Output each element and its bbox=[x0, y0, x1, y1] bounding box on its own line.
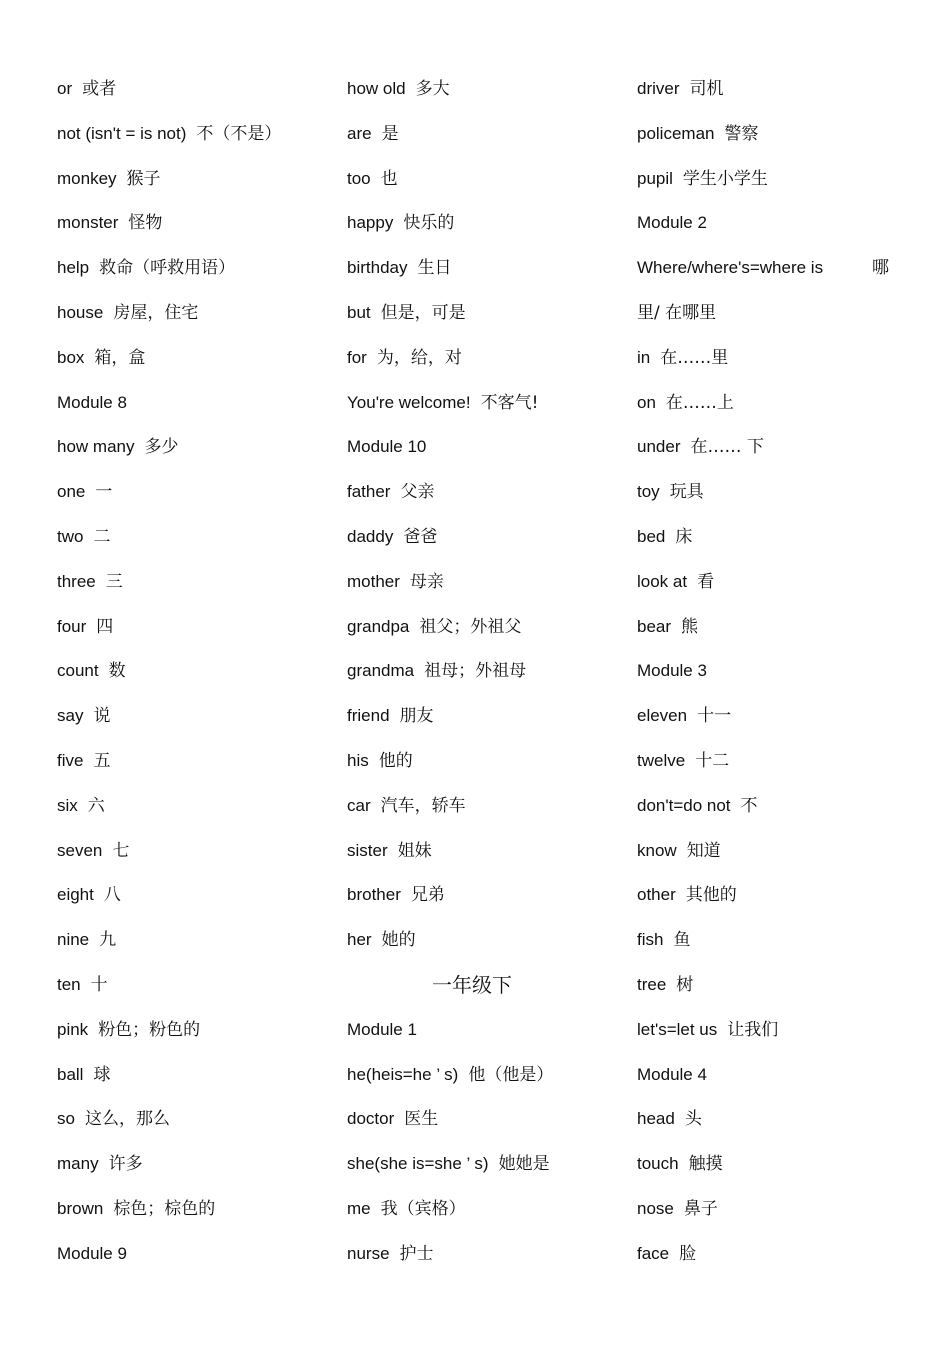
chinese-meaning: 母亲 bbox=[409, 571, 444, 592]
vocab-entry bbox=[57, 291, 347, 336]
vocab-entry bbox=[347, 291, 637, 336]
chinese-meaning: 爸爸 bbox=[403, 526, 438, 547]
english-word: help bbox=[57, 258, 90, 278]
vocab-entry bbox=[57, 201, 347, 246]
english-word: You're welcome! bbox=[347, 392, 471, 412]
vocab-entry bbox=[637, 381, 907, 426]
vocab-entry bbox=[637, 1053, 907, 1098]
english-word: say bbox=[57, 706, 84, 726]
vocab-entry bbox=[347, 1053, 637, 1098]
vocab-entry bbox=[57, 1097, 347, 1142]
chinese-meaning: 房屋，住宅 bbox=[113, 302, 199, 323]
english-word: three bbox=[57, 571, 96, 591]
english-word: nose bbox=[637, 1198, 674, 1218]
english-word: Module 8 bbox=[57, 392, 127, 412]
chinese-meaning: 姐妹 bbox=[397, 840, 432, 861]
chinese-meaning: 触摸 bbox=[688, 1154, 723, 1175]
english-word: look at bbox=[637, 571, 688, 591]
chinese-meaning: 二 bbox=[93, 526, 111, 547]
chinese-meaning: 十二 bbox=[695, 750, 730, 771]
chinese-meaning: 为，给，对 bbox=[376, 347, 462, 368]
english-word: house bbox=[57, 302, 104, 322]
chinese-meaning: 这么，那么 bbox=[84, 1109, 170, 1130]
chinese-meaning: 祖母；外祖母 bbox=[424, 661, 527, 682]
vocab-entry bbox=[347, 1232, 637, 1277]
chinese-meaning: 父亲 bbox=[400, 482, 435, 503]
english-word: too bbox=[347, 168, 371, 188]
vocab-entry bbox=[347, 336, 637, 381]
vocab-entry bbox=[637, 963, 907, 1008]
chinese-meaning: 六 bbox=[87, 795, 105, 816]
vocab-entry bbox=[637, 784, 907, 829]
english-word: me bbox=[347, 1198, 371, 1218]
vocab-entry bbox=[347, 246, 637, 291]
vocab-entry bbox=[347, 605, 637, 650]
chinese-meaning: 鱼 bbox=[673, 930, 691, 951]
vocab-entry bbox=[637, 873, 907, 918]
english-word: two bbox=[57, 526, 84, 546]
english-word: brother bbox=[347, 885, 401, 905]
chinese-meaning: 数 bbox=[108, 661, 126, 682]
vocab-entry bbox=[637, 560, 907, 605]
english-word: so bbox=[57, 1109, 75, 1129]
vocab-entry bbox=[637, 246, 907, 291]
chinese-meaning: 脸 bbox=[679, 1243, 697, 1264]
chinese-meaning: 学生小学生 bbox=[682, 168, 768, 189]
chinese-meaning: 不（不是） bbox=[196, 123, 282, 144]
vocab-entry bbox=[57, 336, 347, 381]
vocab-entry bbox=[637, 605, 907, 650]
chinese-meaning: 她她是 bbox=[498, 1154, 550, 1175]
english-word: eight bbox=[57, 885, 94, 905]
vocab-entry bbox=[637, 1187, 907, 1232]
heading-text: 一年级下 bbox=[432, 972, 512, 997]
english-word: friend bbox=[347, 706, 390, 726]
english-word: pink bbox=[57, 1019, 89, 1039]
chinese-meaning: 粉色；粉色的 bbox=[98, 1019, 201, 1040]
english-word: touch bbox=[637, 1154, 679, 1174]
english-word: five bbox=[57, 750, 84, 770]
chinese-meaning: 但是，可是 bbox=[380, 302, 466, 323]
vocab-entry bbox=[637, 694, 907, 739]
chinese-meaning: 八 bbox=[103, 885, 121, 906]
chinese-meaning: 护士 bbox=[399, 1243, 434, 1264]
english-word: one bbox=[57, 482, 86, 502]
vocab-entry bbox=[637, 201, 907, 246]
vocab-entry bbox=[57, 560, 347, 605]
chinese-meaning: 球 bbox=[93, 1064, 111, 1085]
vocab-entry bbox=[347, 201, 637, 246]
chinese-meaning: 不客气! bbox=[480, 392, 539, 413]
chinese-meaning: 在……上 bbox=[665, 392, 734, 413]
vocab-entry bbox=[57, 425, 347, 470]
vocab-entry bbox=[347, 1008, 637, 1053]
english-word: mother bbox=[347, 571, 400, 591]
vocab-entry bbox=[637, 336, 907, 381]
chinese-meaning: 他的 bbox=[378, 750, 413, 771]
chinese-meaning: 树 bbox=[676, 974, 694, 995]
chinese-meaning: 熊 bbox=[681, 616, 699, 637]
vocab-entry bbox=[637, 67, 907, 112]
english-word: in bbox=[637, 347, 651, 367]
english-word: bed bbox=[637, 526, 666, 546]
vocab-entry bbox=[57, 157, 347, 202]
english-word: Where/where's=where is bbox=[637, 258, 824, 278]
vocab-entry bbox=[57, 739, 347, 784]
chinese-meaning: 让我们 bbox=[727, 1019, 779, 1040]
english-word: eleven bbox=[637, 706, 688, 726]
vocab-entry bbox=[347, 739, 637, 784]
chinese-meaning: 在…… 下 bbox=[690, 437, 764, 458]
chinese-meaning: 多大 bbox=[415, 79, 450, 99]
chinese-meaning: 她的 bbox=[381, 930, 416, 951]
section-heading bbox=[347, 963, 597, 1008]
chinese-meaning: 我（宾格） bbox=[380, 1198, 466, 1219]
chinese-meaning: 医生 bbox=[404, 1109, 439, 1130]
english-word: or bbox=[57, 79, 73, 98]
chinese-meaning: 十 bbox=[90, 974, 108, 995]
chinese-meaning: 或者 bbox=[82, 79, 117, 99]
english-word: four bbox=[57, 616, 87, 636]
vocab-entry bbox=[637, 515, 907, 560]
chinese-meaning: 床 bbox=[675, 526, 693, 547]
english-word: his bbox=[347, 750, 369, 770]
vocab-entry bbox=[57, 1232, 347, 1277]
english-word: ball bbox=[57, 1064, 84, 1084]
chinese-meaning: 警察 bbox=[724, 123, 759, 144]
chinese-meaning: 是 bbox=[381, 123, 399, 144]
vocab-entry bbox=[57, 1142, 347, 1187]
vocab-entry bbox=[637, 1008, 907, 1053]
english-word: her bbox=[347, 930, 372, 950]
english-word: brown bbox=[57, 1198, 104, 1218]
english-word: nine bbox=[57, 930, 90, 950]
english-word: doctor bbox=[347, 1109, 395, 1129]
english-word: Module 3 bbox=[637, 661, 707, 681]
chinese-meaning: 在……里 bbox=[660, 347, 729, 368]
english-word: many bbox=[57, 1154, 99, 1174]
chinese-meaning: 里/ 在哪里 bbox=[637, 302, 717, 323]
english-word: other bbox=[637, 885, 676, 905]
vocab-entry bbox=[347, 694, 637, 739]
chinese-meaning: 十一 bbox=[697, 706, 732, 727]
vocab-entry bbox=[57, 918, 347, 963]
english-word: but bbox=[347, 302, 371, 322]
english-word: for bbox=[347, 347, 367, 367]
vocab-entry bbox=[637, 470, 907, 515]
english-word: not (isn't = is not) bbox=[57, 123, 187, 143]
chinese-meaning: 多少 bbox=[144, 437, 179, 458]
chinese-meaning: 七 bbox=[112, 840, 130, 861]
vocab-entry bbox=[347, 649, 637, 694]
english-word: how many bbox=[57, 437, 135, 457]
chinese-meaning: 汽车，轿车 bbox=[380, 795, 466, 816]
vocab-entry bbox=[347, 157, 637, 202]
chinese-meaning: 九 bbox=[99, 930, 117, 951]
english-word: face bbox=[637, 1243, 670, 1263]
vocab-entry bbox=[347, 425, 637, 470]
vocab-entry bbox=[347, 112, 637, 157]
vocab-entry bbox=[637, 1097, 907, 1142]
chinese-meaning: 他（他是） bbox=[468, 1064, 554, 1085]
english-word: grandpa bbox=[347, 616, 410, 636]
vocab-entry bbox=[57, 381, 347, 426]
vocab-entry bbox=[347, 873, 637, 918]
english-word: sister bbox=[347, 840, 388, 860]
chinese-meaning: 五 bbox=[93, 750, 111, 771]
chinese-meaning: 朋友 bbox=[399, 706, 434, 727]
chinese-meaning: 看 bbox=[697, 571, 715, 592]
vocab-entry bbox=[637, 157, 907, 202]
vocab-entry bbox=[347, 1187, 637, 1232]
vocab-entry bbox=[637, 112, 907, 157]
english-word: don't=do not bbox=[637, 795, 731, 815]
english-word: monkey bbox=[57, 168, 117, 188]
english-word: are bbox=[347, 123, 372, 143]
chinese-meaning: 救命（呼救用语） bbox=[99, 258, 236, 279]
vocab-entry bbox=[637, 649, 907, 694]
english-word: birthday bbox=[347, 258, 408, 278]
english-word: fish bbox=[637, 930, 664, 950]
vocab-entry bbox=[57, 1008, 347, 1053]
english-word: car bbox=[347, 795, 371, 815]
english-word: let's=let us bbox=[637, 1019, 718, 1039]
vocab-entry bbox=[57, 515, 347, 560]
english-word: Module 2 bbox=[637, 213, 707, 233]
vocab-entry bbox=[637, 291, 907, 336]
chinese-meaning: 也 bbox=[380, 168, 398, 189]
chinese-meaning: 说 bbox=[93, 706, 111, 727]
english-word: nurse bbox=[347, 1243, 390, 1263]
english-word: Module 4 bbox=[637, 1064, 707, 1084]
vocab-entry bbox=[347, 381, 637, 426]
vocab-entry bbox=[57, 112, 347, 157]
chinese-meaning: 怪物 bbox=[128, 213, 163, 234]
vocab-entry bbox=[57, 67, 347, 112]
english-word: driver bbox=[637, 79, 680, 98]
chinese-meaning: 祖父；外祖父 bbox=[419, 616, 522, 637]
vocab-entry bbox=[57, 470, 347, 515]
vocab-entry bbox=[347, 784, 637, 829]
english-word: Module 9 bbox=[57, 1243, 127, 1263]
vocab-entry bbox=[57, 246, 347, 291]
english-word: count bbox=[57, 661, 99, 681]
vocab-entry bbox=[57, 1187, 347, 1232]
english-word: she(she is=she ’ s) bbox=[347, 1154, 489, 1174]
english-word: head bbox=[637, 1109, 675, 1129]
chinese-meaning: 一 bbox=[95, 482, 113, 503]
chinese-meaning: 生日 bbox=[417, 258, 452, 279]
english-word: twelve bbox=[637, 750, 686, 770]
vocab-entry bbox=[57, 873, 347, 918]
english-word: Module 10 bbox=[347, 437, 427, 457]
english-word: under bbox=[637, 437, 681, 457]
chinese-meaning: 知道 bbox=[686, 840, 721, 861]
vocab-entry bbox=[637, 1232, 907, 1277]
english-word: how old bbox=[347, 79, 406, 98]
vocab-column-2 bbox=[347, 67, 637, 1277]
english-word: seven bbox=[57, 840, 103, 860]
vocab-column-3 bbox=[637, 67, 907, 1277]
chinese-meaning: 玩具 bbox=[669, 482, 704, 503]
english-word: bear bbox=[637, 616, 672, 636]
english-word: pupil bbox=[637, 168, 673, 188]
vocab-entry bbox=[347, 67, 637, 112]
english-word: box bbox=[57, 347, 85, 367]
vocab-entry bbox=[637, 1142, 907, 1187]
chinese-meaning: 棕色；棕色的 bbox=[113, 1198, 216, 1219]
vocab-entry bbox=[347, 1097, 637, 1142]
english-word: daddy bbox=[347, 526, 394, 546]
vocab-entry bbox=[57, 963, 347, 1008]
vocab-entry bbox=[57, 784, 347, 829]
chinese-meaning: 鼻子 bbox=[683, 1198, 718, 1219]
vocab-entry bbox=[57, 829, 347, 874]
chinese-meaning: 许多 bbox=[108, 1154, 143, 1175]
vocab-entry bbox=[57, 694, 347, 739]
english-word: toy bbox=[637, 482, 660, 502]
chinese-meaning: 不 bbox=[740, 795, 758, 816]
english-word: ten bbox=[57, 974, 81, 994]
chinese-meaning: 三 bbox=[105, 571, 123, 592]
vocab-entry bbox=[637, 829, 907, 874]
english-word: know bbox=[637, 840, 677, 860]
english-word: tree bbox=[637, 974, 667, 994]
chinese-meaning: 兄弟 bbox=[410, 885, 445, 906]
chinese-meaning: 快乐的 bbox=[403, 213, 455, 234]
chinese-meaning: 猴子 bbox=[126, 168, 161, 189]
vocab-entry bbox=[637, 425, 907, 470]
vocab-entry bbox=[57, 605, 347, 650]
vocab-entry bbox=[637, 918, 907, 963]
vocab-entry bbox=[57, 1053, 347, 1098]
english-word: father bbox=[347, 482, 391, 502]
english-word: on bbox=[637, 392, 656, 412]
english-word: monster bbox=[57, 213, 119, 233]
english-word: Module 1 bbox=[347, 1019, 417, 1039]
vocab-entry bbox=[347, 1142, 637, 1187]
vocab-entry bbox=[637, 739, 907, 784]
english-word: policeman bbox=[637, 123, 715, 143]
vocab-column-1 bbox=[57, 67, 347, 1277]
vocab-entry bbox=[347, 515, 637, 560]
chinese-meaning: 箱，盒 bbox=[94, 347, 146, 368]
vocab-entry bbox=[347, 918, 637, 963]
chinese-meaning: 司机 bbox=[689, 79, 724, 99]
vocab-entry bbox=[57, 649, 347, 694]
vocab-entry bbox=[347, 470, 637, 515]
chinese-meaning: 四 bbox=[96, 616, 114, 637]
chinese-meaning: 其他的 bbox=[685, 885, 737, 906]
chinese-meaning: 头 bbox=[684, 1109, 702, 1130]
chinese-meaning: 哪 bbox=[872, 258, 889, 279]
english-word: grandma bbox=[347, 661, 415, 681]
english-word: happy bbox=[347, 213, 394, 233]
english-word: he(heis=he ’ s) bbox=[347, 1064, 459, 1084]
vocab-entry bbox=[347, 560, 637, 605]
english-word: six bbox=[57, 795, 78, 815]
vocab-entry bbox=[347, 829, 637, 874]
